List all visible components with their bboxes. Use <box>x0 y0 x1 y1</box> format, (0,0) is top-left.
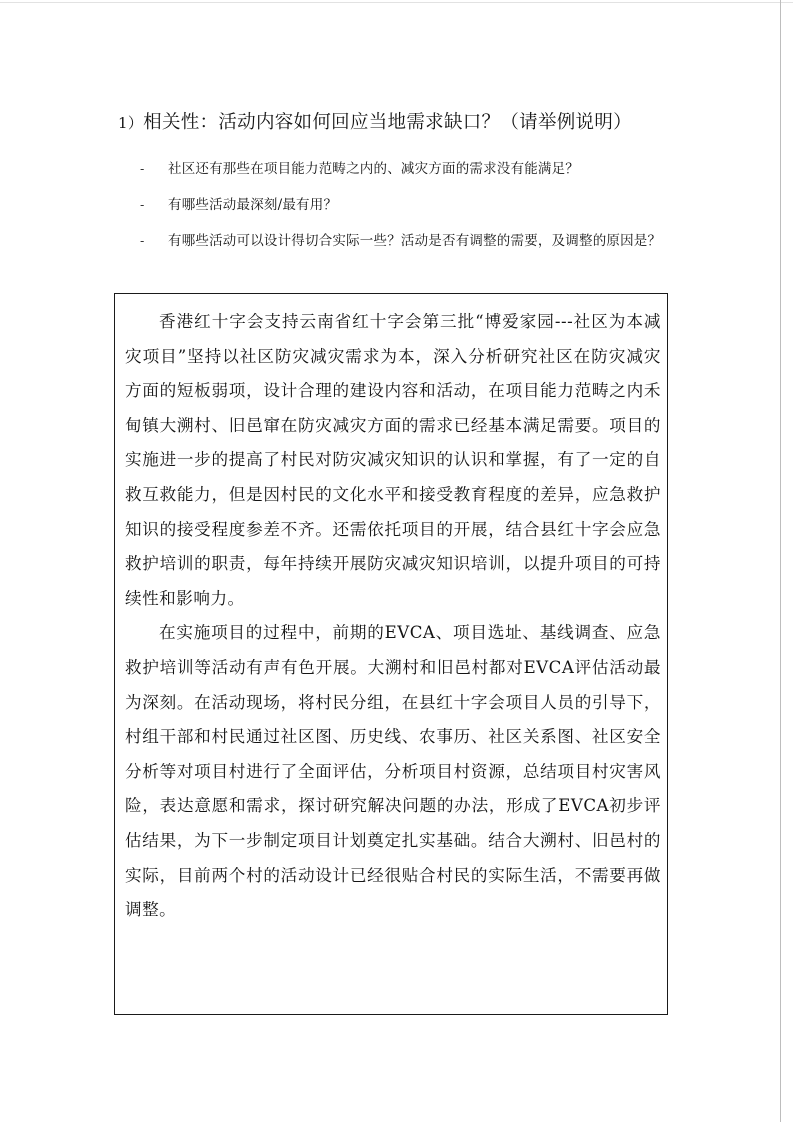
section-title: 相关性：活动内容如何回应当地需求缺口？（请举例说明） <box>143 112 632 133</box>
scan-edge-right <box>780 0 781 1122</box>
answer-box <box>114 293 668 1015</box>
guiding-question <box>140 187 700 223</box>
dash-bullet: - <box>140 198 145 212</box>
guiding-question-text: 有哪些活动最深刻/最有用？ <box>168 197 338 213</box>
section-heading <box>118 109 718 137</box>
guiding-question <box>140 223 700 259</box>
guiding-question-text: 有哪些活动可以设计得切合实际一些？活动是否有调整的需要，及调整的原因是？ <box>168 233 662 249</box>
guiding-question <box>140 151 700 187</box>
guiding-question-text: 社区还有那些在项目能力范畴之内的、减灾方面的需求没有能满足？ <box>168 161 579 177</box>
dash-bullet: - <box>140 162 145 176</box>
answer-paragraph: 香港红十字会支持云南省红十字会第三批“博爱家园---社区为本减灾项目”坚持以社区防灾减灾需求为本，深入分析研究社区在防灾减灾方面的短板弱项，设计合理的建设内容和活动，在项目能力范畴之内禾甸镇大溯村、旧邑窜在防灾减灾方面的需求已经基本满足需要。项目的实施进一步的提高了村民对防灾减灾知识的认识和掌握，有了一定的自救互救能力，但是因村民的文化水平和接受教育程度的差异，应急救护知识的接受程度参差不齐。还需依托项目的开展，结合县红十字会应急救护培训的职责，每年持续开展防灾减灾知识培训，以提升项目的可持续性和影响力。 <box>125 312 661 608</box>
section-number: 1） <box>118 114 144 132</box>
guiding-questions-list <box>140 151 700 259</box>
dash-bullet: - <box>140 234 145 248</box>
answer-paragraph: 在实施项目的过程中，前期的EVCA、项目选址、基线调查、应急救护培训等活动有声有色开展。大溯村和旧邑村都对EVCA评估活动最为深刻。在活动现场，将村民分组，在县红十字会项目人员的引导下，村组干部和村民通过社区图、历史线、农事历、社区关系图、社区安全分析等对项目村进行了全面评估，分析项目村资源，总结项目村灾害风险，表达意愿和需求，探讨研究解决问题的办法，形成了EVCA初步评估结果，为下一步制定项目计划奠定扎实基础。结合大溯村、旧邑村的实际，目前两个村的活动设计已经很贴合村民的实际生活，不需要再做调整。 <box>125 623 661 920</box>
scan-edge-top <box>0 2 793 3</box>
